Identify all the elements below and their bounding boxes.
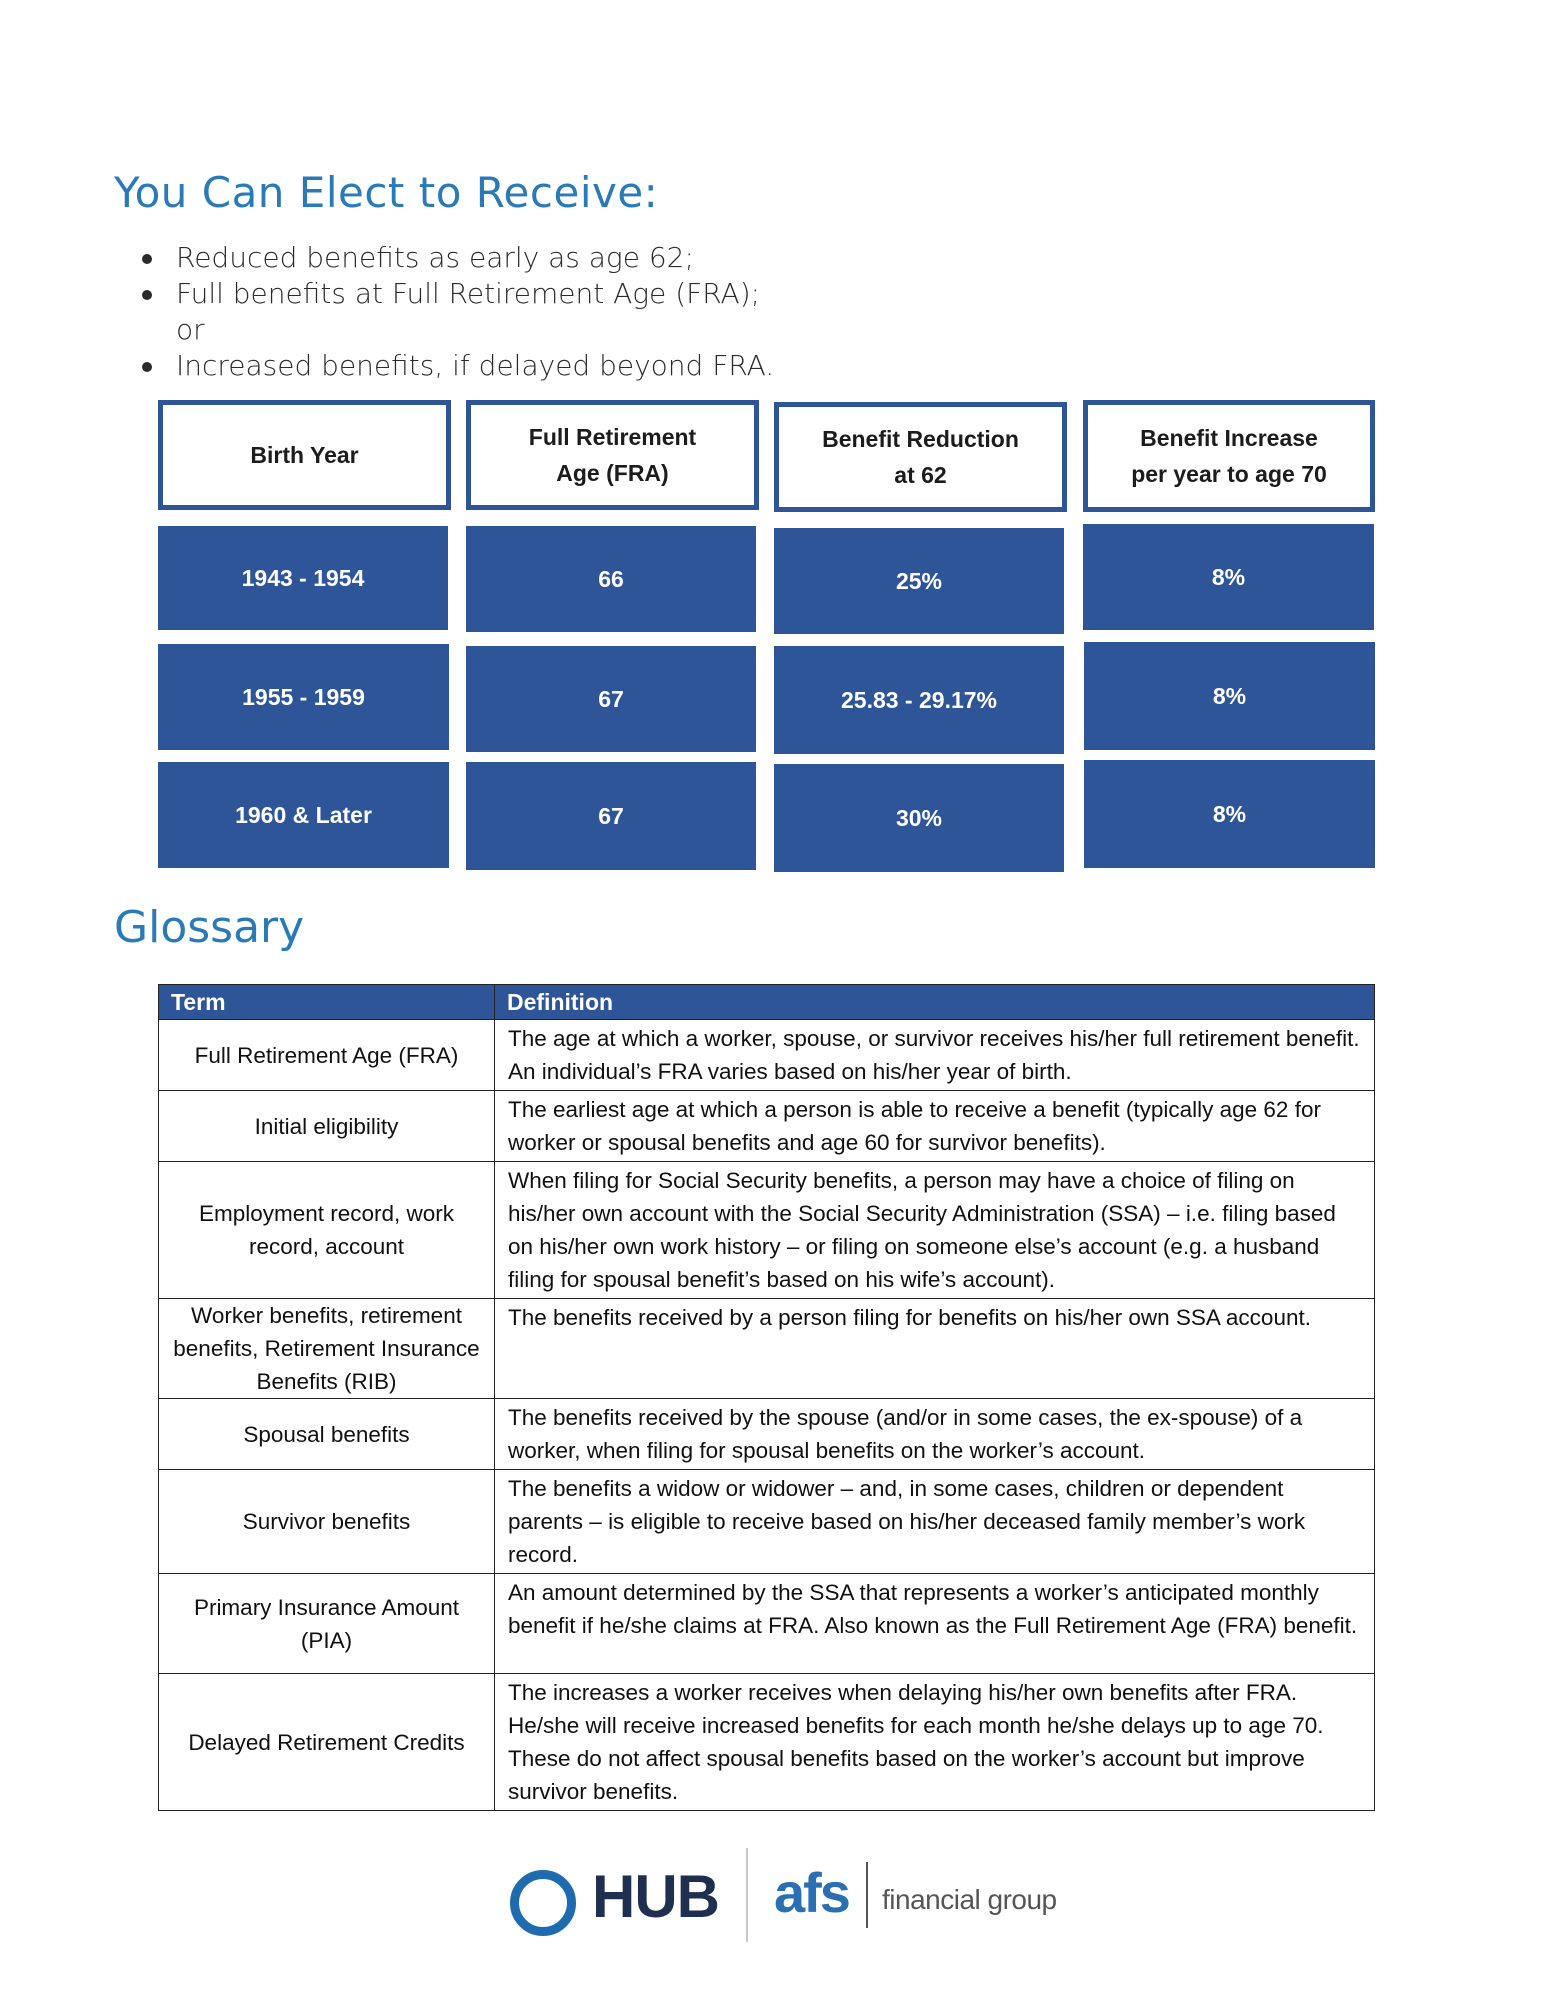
column-header-definition: Definition [495, 985, 1375, 1020]
glossary-term: Employment record, work record, account [159, 1162, 495, 1299]
header-line: per year to age 70 [1131, 461, 1327, 487]
cell-birth-year: 1955 - 1959 [158, 644, 449, 750]
cell-increase: 8% [1084, 760, 1375, 868]
bullet-text: Reduced benefits as early as age 62; [176, 241, 694, 274]
table-header-row [159, 985, 1375, 1020]
afs-logo-subtitle: financial group [882, 1884, 1057, 1915]
header-benefit-increase [1083, 400, 1375, 512]
cell-increase: 8% [1084, 642, 1375, 750]
cell-reduction: 30% [774, 764, 1064, 872]
glossary-term: Worker benefits, retirement benefits, Retirement Insurance Benefits (RIB) [159, 1299, 495, 1399]
header-birth-year [158, 400, 451, 510]
table-row [159, 1299, 1375, 1399]
cell-fra: 67 [466, 646, 756, 752]
page-title: You Can Elect to Receive: [114, 168, 659, 217]
glossary-term: Delayed Retirement Credits [159, 1674, 495, 1811]
glossary-title: Glossary [114, 902, 305, 953]
table-row [159, 1020, 1375, 1091]
table-row [159, 1470, 1375, 1574]
bullet-text: Increased benefits, if delayed beyond FRA. [176, 349, 775, 382]
afs-logo: afs [774, 1861, 849, 1924]
header-fra [466, 400, 759, 510]
glossary-term: Primary Insurance Amount (PIA) [159, 1574, 495, 1674]
glossary-term: Spousal benefits [159, 1399, 495, 1470]
glossary-term: Initial eligibility [159, 1091, 495, 1162]
glossary-definition: An amount determined by the SSA that represents a worker’s anticipated monthly benefit if he/she claims at FRA. Also known as the Full Retirement Age (FRA) benefit. [495, 1574, 1375, 1674]
header-line: Benefit Reduction [822, 426, 1019, 452]
bullet-icon [142, 362, 152, 372]
cell-reduction: 25% [774, 528, 1064, 634]
cell-birth-year: 1960 & Later [158, 762, 449, 868]
header-line: Age (FRA) [556, 460, 669, 486]
cell-fra: 66 [466, 526, 756, 632]
bullet-icon [142, 254, 152, 264]
glossary-definition: The age at which a worker, spouse, or survivor receives his/her full retirement benefit. An individual’s FRA varies based on his/her year of birth. [495, 1020, 1375, 1091]
header-benefit-reduction [774, 402, 1067, 512]
hub-logo: HUB [592, 1863, 719, 1930]
cell-increase: 8% [1083, 524, 1374, 630]
bullet-continuation: or [176, 313, 205, 346]
table-row [159, 1091, 1375, 1162]
benefit-options-list [140, 240, 774, 384]
cell-birth-year: 1943 - 1954 [158, 526, 448, 630]
glossary-definition: The benefits a widow or widower – and, in some cases, children or dependent parents – is eligible to receive based on his/her deceased family member’s work record. [495, 1470, 1375, 1574]
glossary-term: Full Retirement Age (FRA) [159, 1020, 495, 1091]
glossary-definition: The increases a worker receives when delaying his/her own benefits after FRA. He/she will receive increased benefits for each month he/she delays up to age 70. These do not affect spousal benefits based on the worker’s account but improve survivor benefits. [495, 1674, 1375, 1811]
list-item [140, 240, 774, 276]
bullet-text: Full benefits at Full Retirement Age (FRA); [176, 277, 761, 310]
table-row [159, 1162, 1375, 1299]
table-row [159, 1399, 1375, 1470]
logo-divider [746, 1848, 748, 1942]
header-line: Benefit Increase [1140, 425, 1318, 451]
list-item [140, 348, 774, 384]
glossary-definition: The benefits received by a person filing for benefits on his/her own SSA account. [495, 1299, 1375, 1399]
header-line: at 62 [894, 462, 947, 488]
cell-fra: 67 [466, 762, 756, 870]
logo-divider [866, 1862, 868, 1928]
hub-logo-ring-icon [510, 1870, 576, 1936]
header-line: Birth Year [250, 442, 359, 468]
bullet-icon [142, 290, 152, 300]
glossary-definition: The earliest age at which a person is able to receive a benefit (typically age 62 for worker or spousal benefits and age 60 for survivor benefits). [495, 1091, 1375, 1162]
table-row [159, 1674, 1375, 1811]
header-line: Full Retirement [528, 424, 697, 450]
column-header-term: Term [159, 985, 495, 1020]
glossary-table [158, 984, 1375, 1811]
table-row [159, 1574, 1375, 1674]
glossary-definition: When filing for Social Security benefits, a person may have a choice of filing on his/her own account with the Social Security Administration (SSA) – i.e. filing based on his/her own work history – or filing on someone else’s account (e.g. a husband filing for spousal benefit’s based on his wife’s account). [495, 1162, 1375, 1299]
list-item [140, 276, 774, 312]
cell-reduction: 25.83 - 29.17% [774, 646, 1064, 754]
glossary-definition: The benefits received by the spouse (and/or in some cases, the ex-spouse) of a worker, when filing for spousal benefits on the worker’s account. [495, 1399, 1375, 1470]
glossary-term: Survivor benefits [159, 1470, 495, 1574]
